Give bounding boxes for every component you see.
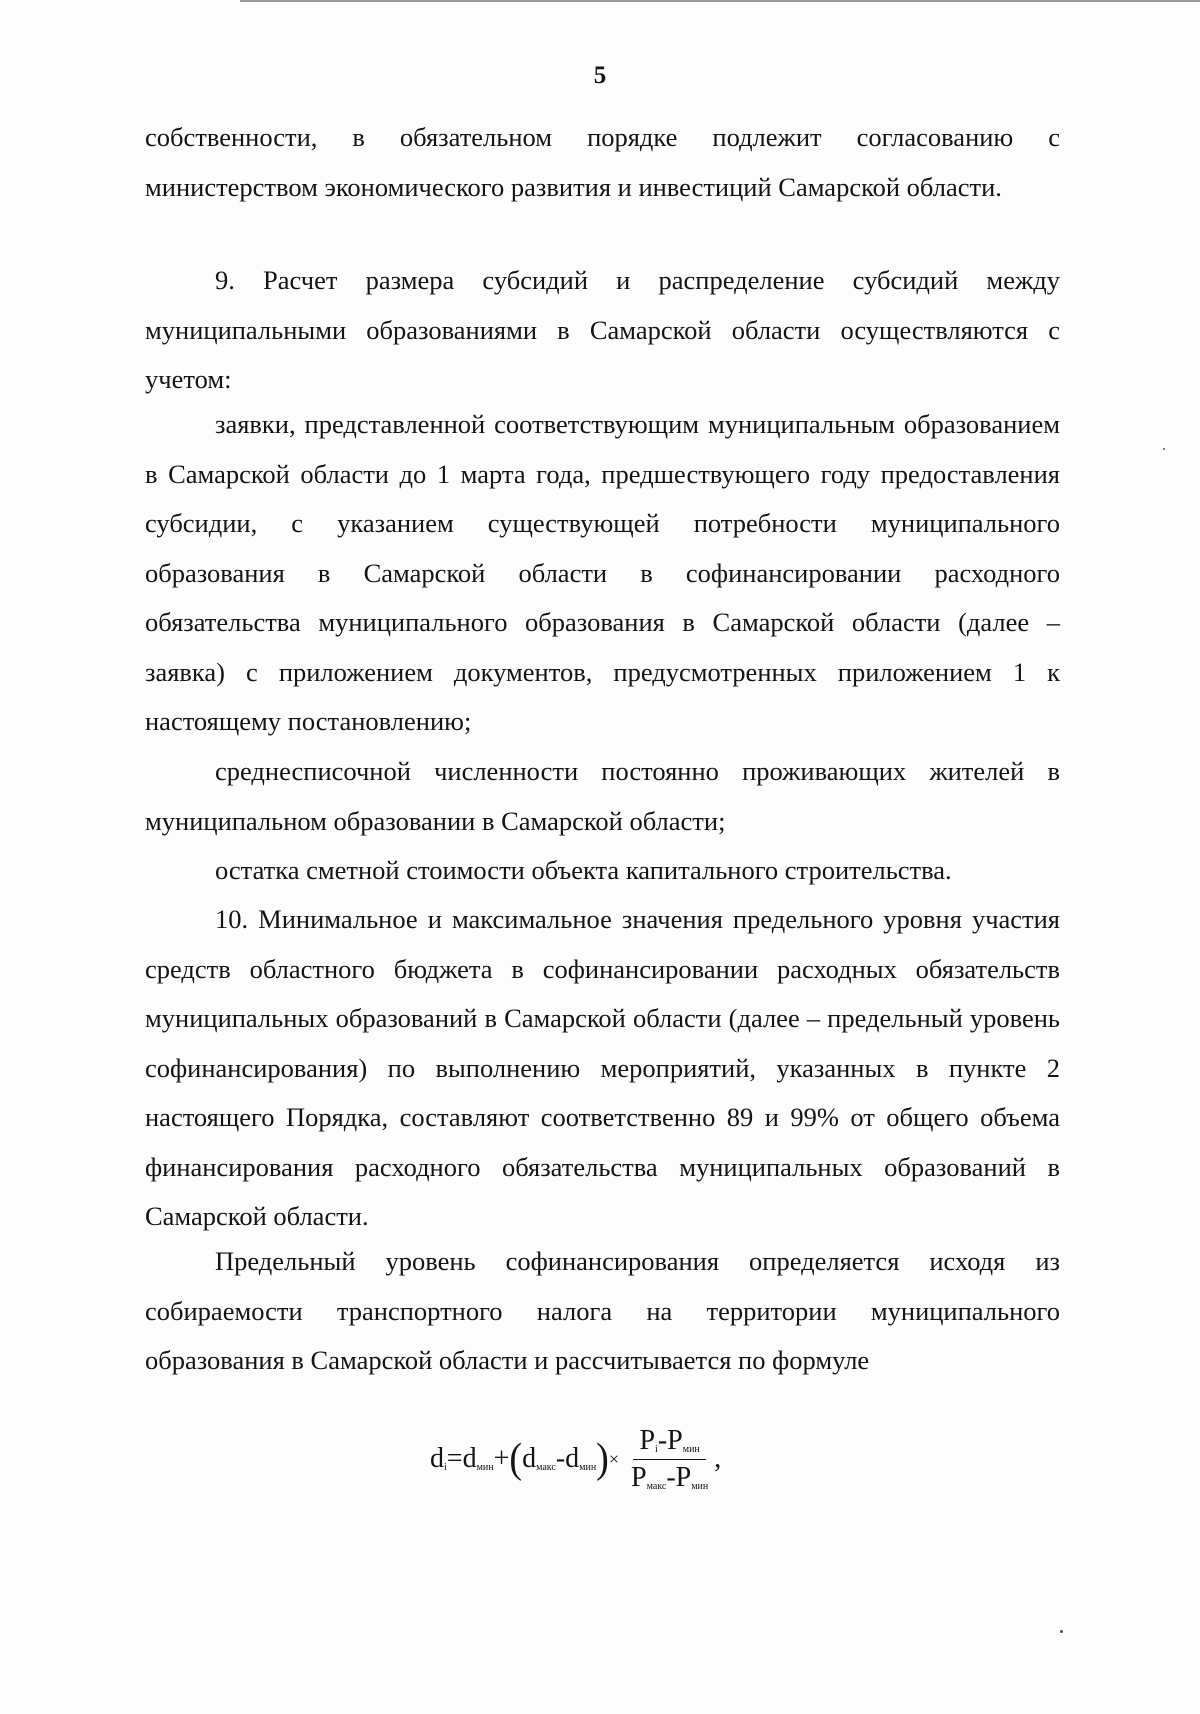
scan-speck — [1163, 448, 1165, 450]
scan-edge-line — [240, 0, 1200, 2]
text-block-application — [145, 400, 1060, 747]
formula-d-max: $d_{макс}$ — [522, 1443, 556, 1474]
formula-comma: , — [714, 1443, 722, 1474]
formula-times: × — [608, 1448, 619, 1469]
scan-speck — [1060, 1630, 1063, 1633]
paragraph-item-9: 9. Расчет размера субсидий и распределение субсидий между муниципальными образованиями в Самарской области осуществляются с учетом: — [145, 265, 1060, 394]
formula-fraction — [625, 1425, 714, 1494]
formula-plus: + — [493, 1443, 510, 1474]
paragraph-estimate: остатка сметной стоимости объекта капитального строительства. — [215, 855, 952, 885]
formula-d-min-2: $d_{мин}$ — [565, 1443, 597, 1474]
paragraph-item-10: 10. Минимальное и максимальное значения предельного уровня участия средств областного бюджета в софинансировании расходных обязательств муниципальных образований в Самарской области (далее – предельный уровень софинансирования) по выполнению мероприятий, указанных в пункте 2 настоящего Порядка, составляют соответственно 89 и 99% от общего объема финансирования расходного обязательства муниципальных образований в Самарской области. — [145, 904, 1060, 1231]
formula-right-paren: ) — [596, 1435, 609, 1483]
fraction-numerator: $P_i-P_{мин}$ — [633, 1425, 705, 1460]
formula-equals: = — [446, 1443, 463, 1474]
text-block-population — [145, 747, 1060, 846]
cofinancing-formula — [430, 1424, 721, 1494]
text-block-top — [145, 113, 1060, 212]
paragraph-continuation: собственности, в обязательном порядке подлежит согласованию с министерством экономического развития и инвестиций Самарской области. — [145, 122, 1060, 202]
formula-d-min: $d_{мин}$ — [462, 1443, 494, 1474]
text-block-formula-intro — [145, 1237, 1060, 1386]
page-number: 5 — [593, 62, 607, 89]
text-block-item-10 — [145, 895, 1060, 1242]
formula-minus: - — [555, 1443, 566, 1474]
text-block-item-9 — [145, 256, 1060, 405]
formula-left-paren: ( — [509, 1435, 523, 1483]
paragraph-formula-intro: Предельный уровень софинансирования определяется исходя из собираемости транспортного налога на территории муниципального образования в Самарской области и рассчитывается по формуле — [145, 1246, 1060, 1375]
paragraph-population: среднесписочной численности постоянно проживающих жителей в муниципальном образовании в Самарской области; — [145, 756, 1060, 836]
formula-lhs: $d_i$ — [430, 1443, 447, 1474]
text-block-estimate — [145, 846, 1060, 896]
fraction-denominator: $P_{макс}-P_{мин}$ — [630, 1461, 709, 1493]
paragraph-application: заявки, представленной соответствующим муниципальным образованием в Самарской области до 1 марта года, предшествующего году предоставления субсидии, с указанием существующей потребности муниципального образования в Самарской области в софинансировании расходного обязательства муниципального образования в Самарской области (далее – заявка) с приложением документов, предусмотренных приложением 1 к настоящему постановлению; — [145, 409, 1060, 736]
